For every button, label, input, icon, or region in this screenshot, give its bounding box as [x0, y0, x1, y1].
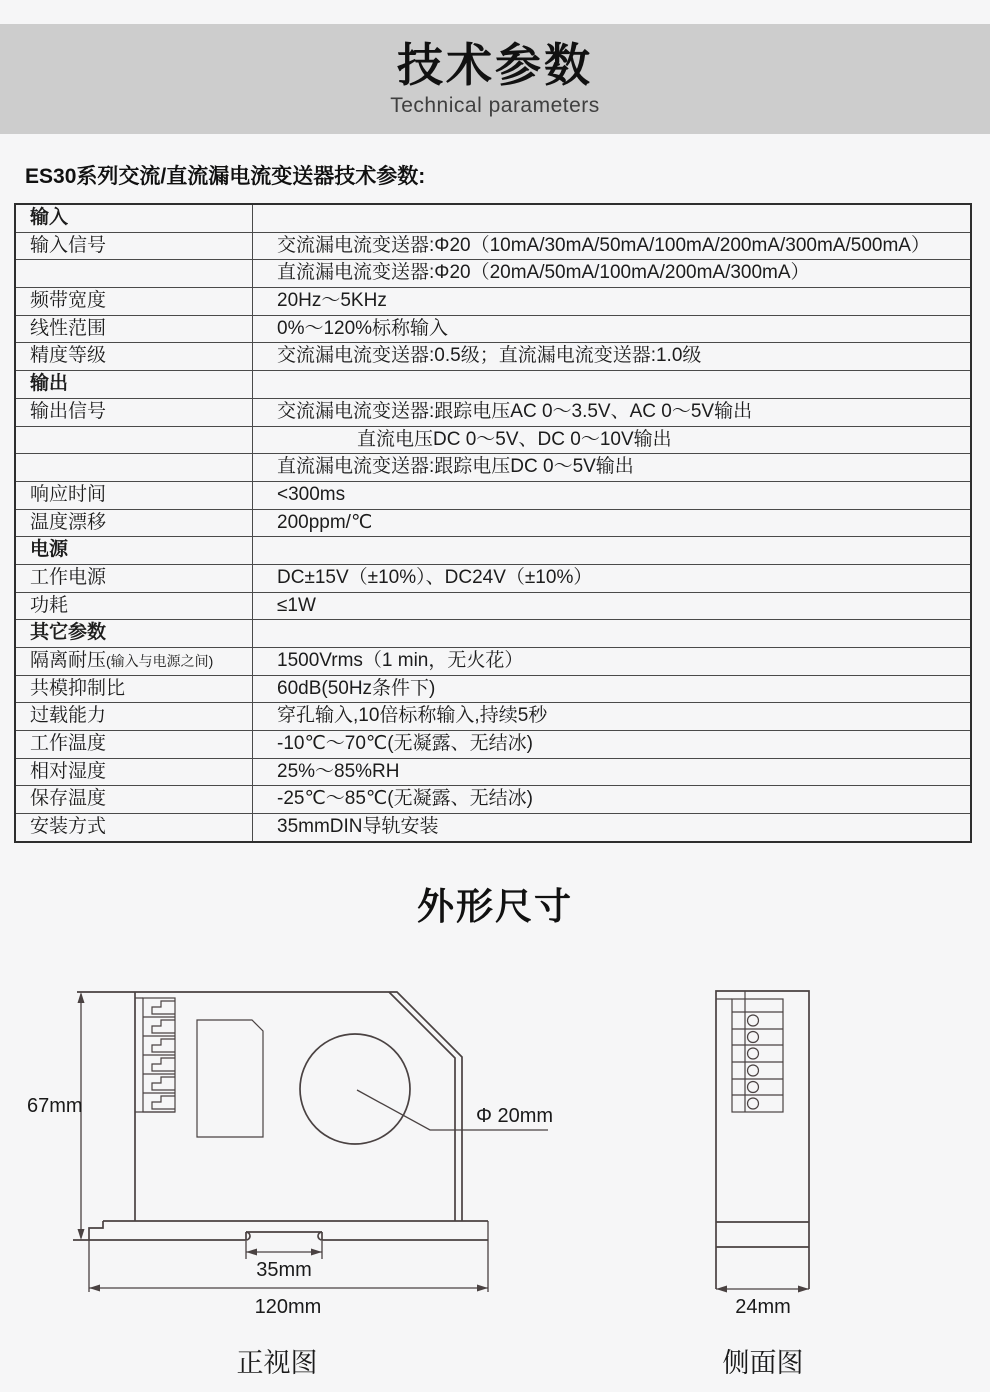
table-row: [16, 648, 970, 676]
table-row: [16, 260, 970, 288]
terminal-screw-icon: [748, 1098, 759, 1109]
terminal-screw-icon: [748, 1065, 759, 1076]
table-row: [16, 676, 970, 704]
table-row: [16, 703, 970, 731]
param-label: 输入信号: [16, 233, 253, 260]
param-value: 交流漏电流变送器:0.5级；直流漏电流变送器:1.0级: [277, 345, 702, 367]
table-row: [16, 759, 970, 787]
terminal-screw-icon: [748, 1082, 759, 1093]
param-label: 其它参数: [16, 620, 253, 647]
dim-label-67mm: 67mm: [27, 1095, 83, 1117]
param-value: 200ppm/℃: [277, 511, 373, 533]
table-row: [16, 454, 970, 482]
front-label-plate: [197, 1020, 263, 1137]
param-label: 响应时间: [16, 482, 253, 509]
param-label: 安装方式: [16, 814, 253, 841]
param-label: 隔离耐压(输入与电源之间): [16, 648, 253, 675]
table-row: [16, 371, 970, 399]
param-label: 过载能力: [16, 703, 253, 730]
series-intro-text: ES30系列交流/直流漏电流变送器技术参数:: [25, 165, 426, 188]
front-hole-circle: [300, 1034, 410, 1144]
param-label: 电源: [16, 537, 253, 564]
param-value: [253, 537, 970, 564]
param-label: 输入: [16, 205, 253, 232]
outline-drawings: [0, 970, 990, 1392]
param-value: 直流电压DC 0～5V、DC 0～10V输出: [357, 428, 672, 450]
param-label: 温度漂移: [16, 510, 253, 537]
table-row: [16, 427, 970, 455]
terminal-screw-icon: [748, 1032, 759, 1043]
param-label: 保存温度: [16, 786, 253, 813]
table-row: [16, 593, 970, 621]
header-banner: [0, 24, 990, 134]
params-table: [14, 203, 972, 843]
param-value: 35mmDIN导轨安装: [277, 816, 439, 838]
table-row: [16, 482, 970, 510]
param-value: ≤1W: [277, 594, 316, 616]
front-terminal-block: [135, 998, 175, 1112]
dim-label-35mm: 35mm: [256, 1259, 312, 1281]
param-label: 线性范围: [16, 316, 253, 343]
param-value: [253, 371, 970, 398]
param-value: 20Hz～5KHz: [277, 290, 387, 312]
table-row: [16, 786, 970, 814]
param-label: 共模抑制比: [16, 676, 253, 703]
param-value: 0%～120%标称输入: [277, 317, 449, 339]
param-value: -10℃～70℃(无凝露、无结冰): [277, 733, 533, 755]
table-row: [16, 316, 970, 344]
table-row: [16, 565, 970, 593]
param-label: [16, 427, 253, 454]
param-label: 工作温度: [16, 731, 253, 758]
terminal-screw-icon: [748, 1015, 759, 1026]
param-label: [16, 260, 253, 287]
param-value: 直流漏电流变送器:跟踪电压DC 0～5V输出: [277, 456, 634, 478]
param-value: -25℃～85℃(无凝露、无结冰): [277, 788, 533, 810]
side-terminal-block: [716, 991, 783, 1112]
table-row: [16, 814, 970, 841]
param-value: 交流漏电流变送器:Φ20（10mA/30mA/50mA/100mA/200mA/300mA/500mA）: [277, 234, 930, 256]
param-value: 1500Vrms（1 min，无火花）: [277, 650, 524, 671]
param-value: 穿孔输入,10倍标称输入,持续5秒: [277, 705, 548, 727]
param-value: [253, 620, 970, 647]
table-row: [16, 343, 970, 371]
base-left-notch: [73, 1221, 103, 1240]
table-row: [16, 537, 970, 565]
param-label-note: (输入与电源之间): [106, 653, 214, 669]
table-row: [16, 731, 970, 759]
param-label: 输出信号: [16, 399, 253, 426]
param-value: 直流漏电流变送器:Φ20（20mA/50mA/100mA/200mA/300mA）: [277, 262, 810, 284]
front-body-chamfer-inner: [389, 992, 455, 1221]
param-value: DC±15V（±10%）、DC24V（±10%）: [277, 566, 593, 588]
param-label: 工作电源: [16, 565, 253, 592]
front-view-label: 正视图: [236, 1348, 318, 1378]
dim-label-hole: Φ 20mm: [476, 1105, 554, 1127]
param-value: [253, 205, 970, 232]
param-value: <300ms: [277, 483, 346, 505]
page-subtitle: Technical parameters: [390, 94, 600, 118]
outline-dimensions-heading: 外形尺寸: [417, 886, 573, 927]
table-row: [16, 510, 970, 538]
din-clip-right: [318, 1232, 322, 1240]
page-title: 技术参数: [397, 38, 593, 91]
side-base-lines: [716, 1222, 809, 1247]
side-view-dimensions: [716, 1286, 809, 1293]
table-row: [16, 399, 970, 427]
front-view-dimensions: [78, 992, 489, 1292]
param-label: 功耗: [16, 593, 253, 620]
dim-label-120mm: 120mm: [254, 1296, 322, 1318]
param-label: 相对湿度: [16, 759, 253, 786]
dim-label-24mm: 24mm: [735, 1296, 791, 1318]
param-label: 输出: [16, 371, 253, 398]
side-view-label: 侧面图: [722, 1348, 804, 1378]
table-row: [16, 288, 970, 316]
param-label: 精度等级: [16, 343, 253, 370]
side-body-outline: [716, 991, 809, 1289]
side-view-drawing: [716, 991, 809, 1289]
terminal-screw-icon: [748, 1048, 759, 1059]
table-row: [16, 205, 970, 233]
param-value: 交流漏电流变送器:跟踪电压AC 0～3.5V、AC 0～5V输出: [277, 400, 753, 422]
param-value: 60dB(50Hz条件下): [277, 677, 436, 699]
din-clip-left: [246, 1232, 250, 1240]
param-label: 频带宽度: [16, 288, 253, 315]
param-label: [16, 454, 253, 481]
table-row: [16, 233, 970, 261]
table-row: [16, 620, 970, 648]
param-value: 25%～85%RH: [277, 760, 400, 782]
